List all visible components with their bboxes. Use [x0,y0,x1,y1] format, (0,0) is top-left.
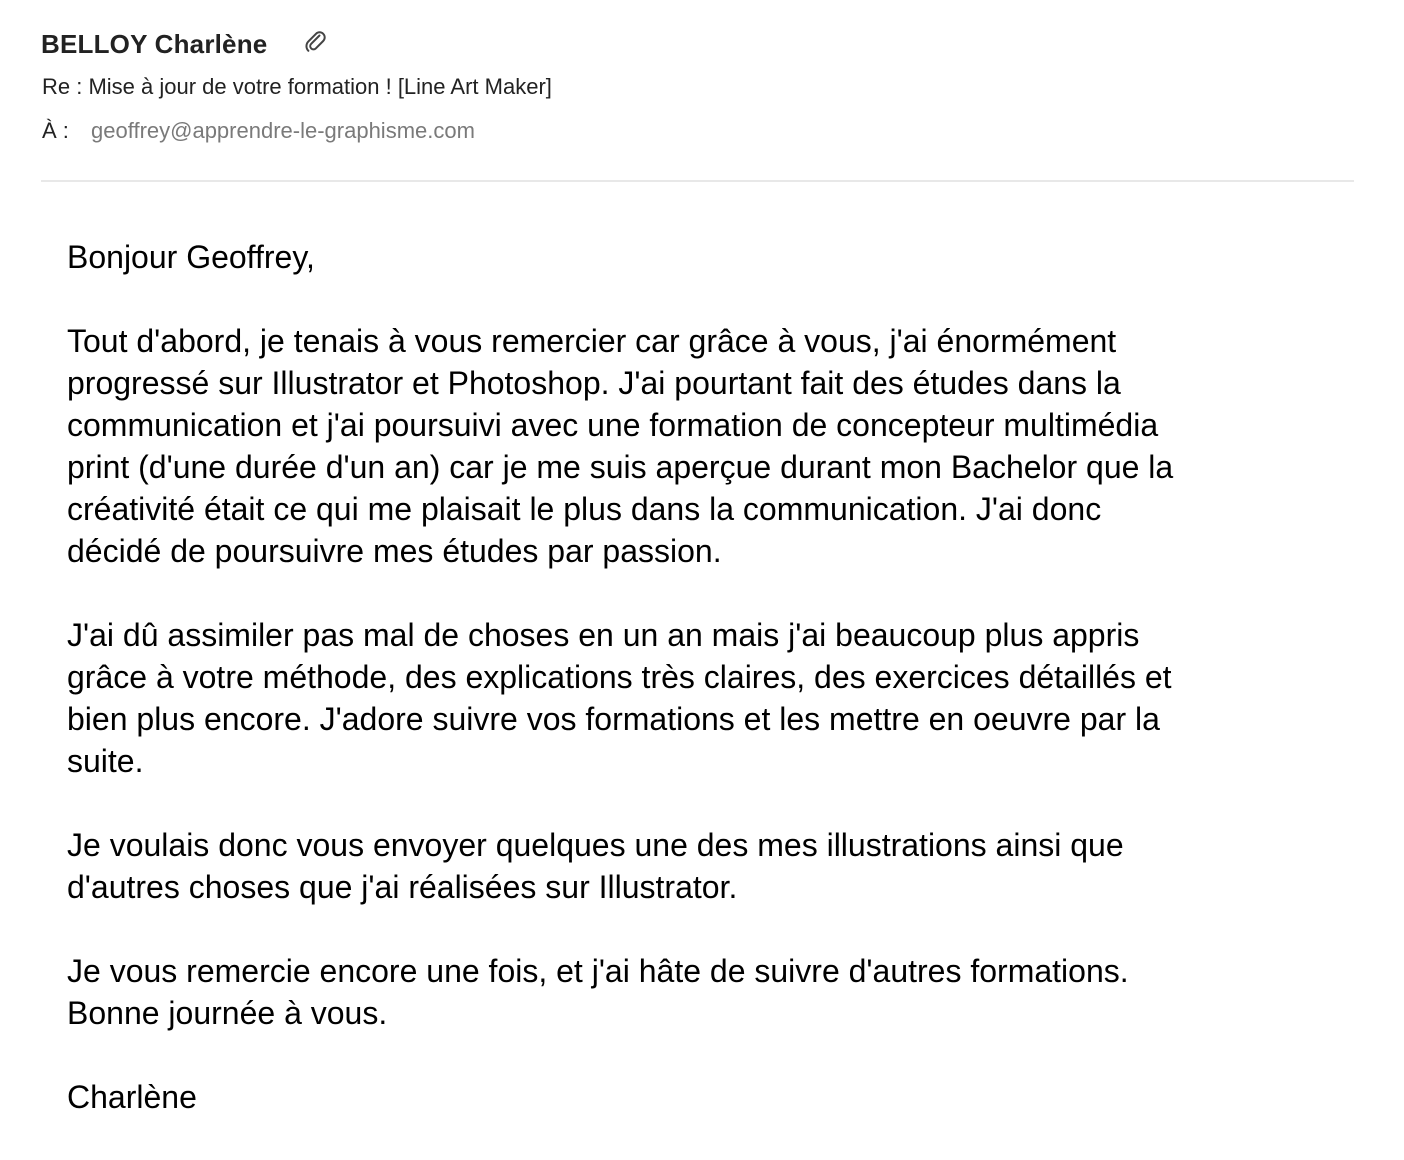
email-subject: Re : Mise à jour de votre formation ! [Line Art Maker] [42,74,552,99]
body-paragraph-4: Je vous remercie encore une fois, et j'ai hâte de suivre d'autres formations. Bonne journée à vous. [67,953,1129,1031]
sender-row [41,24,327,64]
sender-name[interactable]: BELLOY Charlène [41,28,268,59]
recipient-label: À : [42,118,69,143]
signature: Charlène [67,1079,197,1115]
paperclip-icon[interactable] [303,29,327,55]
header-divider [41,180,1354,182]
email-header [0,0,1404,190]
body-paragraph-3: Je voulais donc vous envoyer quelques une des mes illustrations ainsi que d'autres choses que j'ai réalisées sur Illustrator. [67,827,1124,905]
body-paragraph-2: J'ai dû assimiler pas mal de choses en un an mais j'ai beaucoup plus appris grâce à votre méthode, des explications très claires, des exercices détaillés et bien plus encore. J'adore suivre vos formations et les mettre en oeuvre par la suite. [67,617,1172,779]
recipient-row [42,118,475,144]
body-paragraph-1: Tout d'abord, je tenais à vous remercier car grâce à vous, j'ai énormément progressé sur Illustrator et Photoshop. J'ai pourtant fait des études dans la communication et j'ai poursuivi avec une formation de concepteur multimédia print (d'une durée d'un an) car je me suis aperçue durant mon Bachelor que la créativité était ce qui me plaisait le plus dans la communication. J'ai donc décidé de poursuivre mes études par passion. [67,323,1174,569]
greeting: Bonjour Geoffrey, [67,239,315,275]
email-body [67,236,1367,1160]
recipient-address[interactable]: geoffrey@apprendre-le-graphisme.com [91,118,475,143]
